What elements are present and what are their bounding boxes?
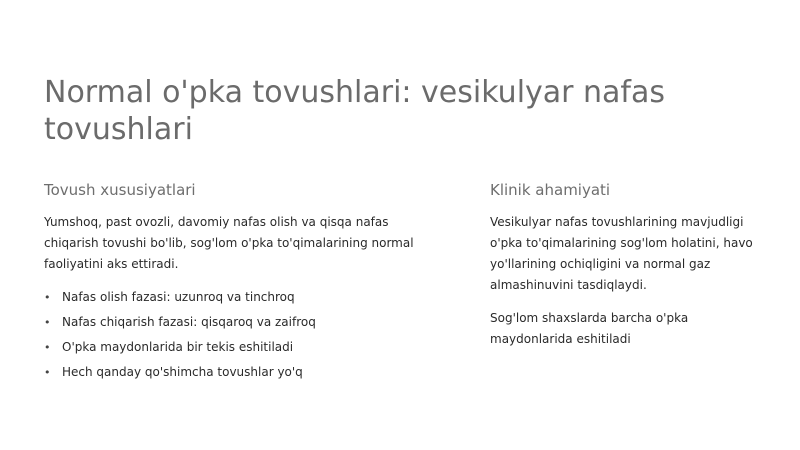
right-paragraph-1: Vesikulyar nafas tovushlarining mavjudligi o'pka to'qimalarining sog'lom holatini, havo yo'llarining ochiqligini va normal gaz almashinuvini tasdiqlaydi.	[490, 215, 753, 292]
left-column	[44, 180, 439, 387]
bullet-icon: •	[44, 366, 51, 379]
bullet-text: Hech qanday qo'shimcha tovushlar yo'q	[62, 365, 303, 379]
bullet-icon: •	[44, 316, 51, 329]
bullet-list	[44, 287, 439, 383]
right-heading: Klinik ahamiyati	[490, 181, 611, 199]
bullet-text: Nafas chiqarish fazasi: qisqaroq va zaifroq	[62, 315, 316, 329]
bullet-icon: •	[44, 341, 51, 354]
bullet-text: Nafas olish fazasi: uzunroq va tinchroq	[62, 290, 295, 304]
left-heading: Tovush xususiyatlari	[44, 181, 196, 199]
bullet-text: O'pka maydonlarida bir tekis eshitiladi	[62, 340, 294, 354]
left-paragraph: Yumshoq, past ovozli, davomiy nafas olish va qisqa nafas chiqarish tovushi bo'lib, sog'lom o'pka to'qimalarining normal faoliyatini aks ettiradi.	[44, 215, 414, 271]
bullet-item	[44, 362, 439, 383]
bullet-item	[44, 312, 439, 333]
right-paragraph-2: Sog'lom shaxslarda barcha o'pka maydonlarida eshitiladi	[490, 311, 689, 346]
bullet-icon: •	[44, 291, 51, 304]
bullet-item	[44, 287, 439, 308]
slide-title: Normal o'pka tovushlari: vesikulyar nafas tovushlari	[44, 75, 666, 147]
bullet-item	[44, 337, 439, 358]
right-column	[490, 180, 758, 362]
